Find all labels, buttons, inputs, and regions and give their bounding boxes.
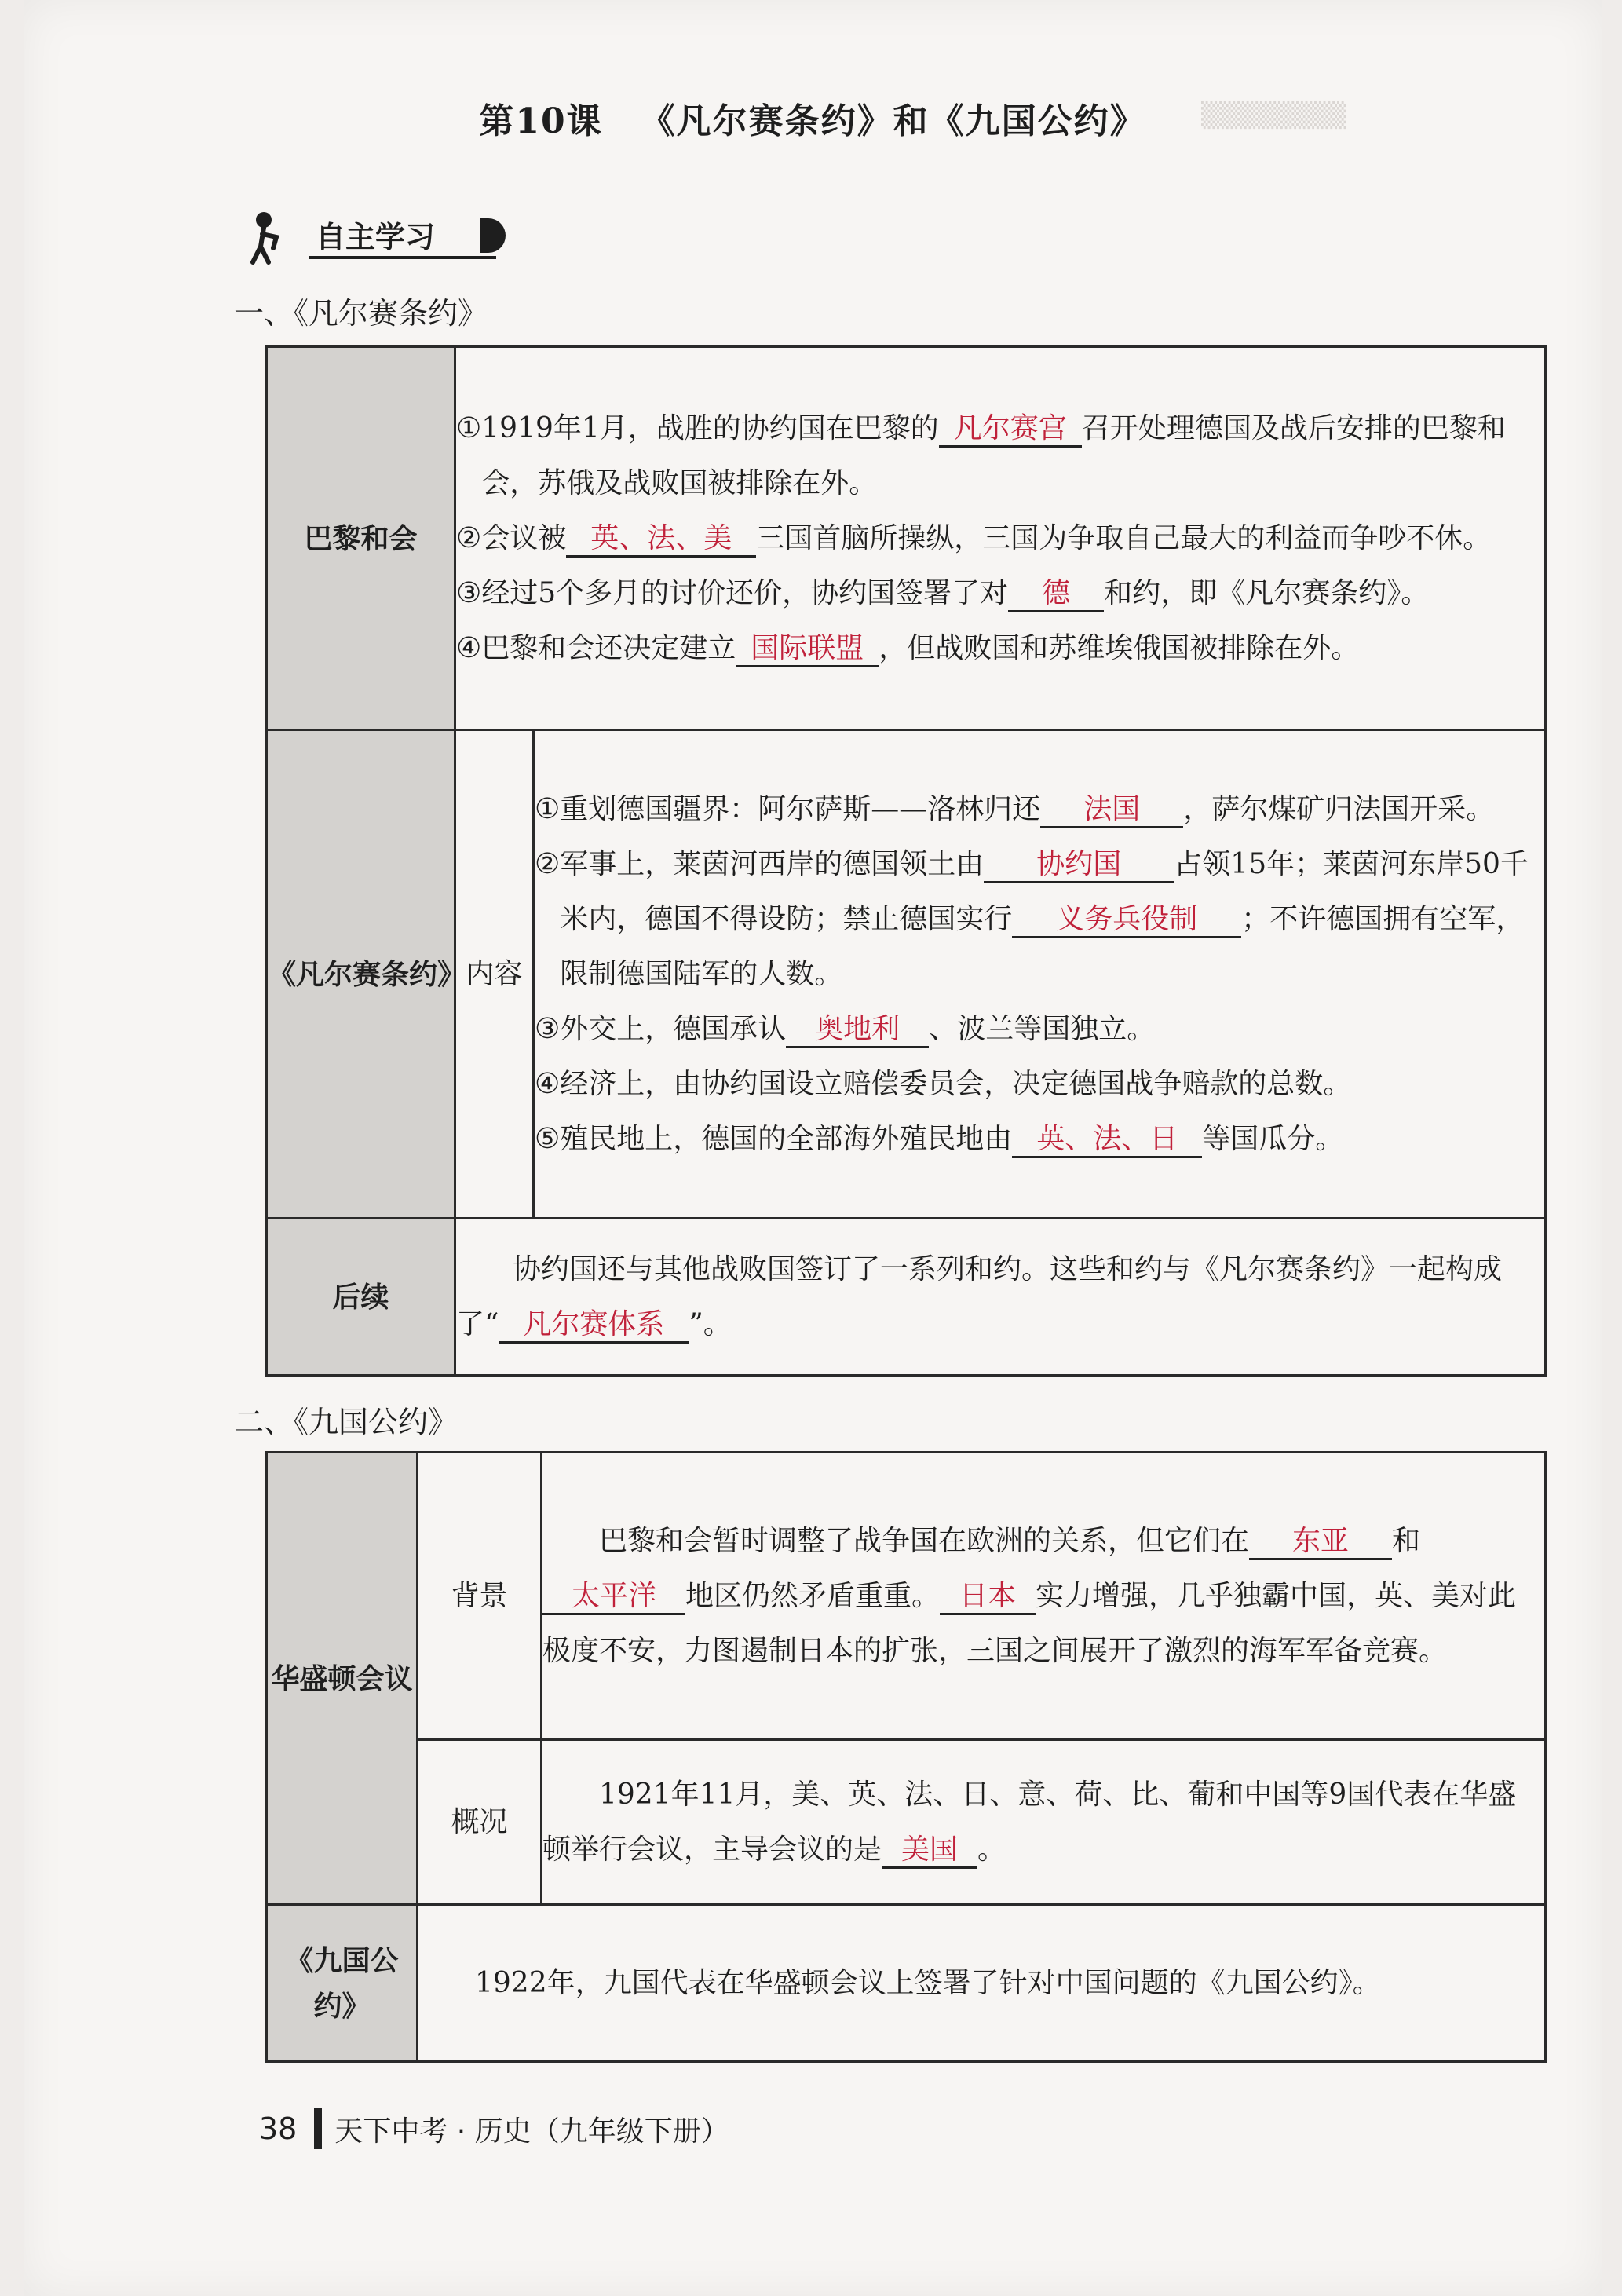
nine-power-content: 1922年，九国代表在华盛顿会议上签署了针对中国问题的《九国公约》。 [418, 1905, 1546, 2062]
paris-conference-content [455, 347, 1546, 730]
table-row [267, 1453, 1546, 1740]
page-title [24, 93, 1602, 143]
page-footer [259, 2108, 729, 2149]
answer-blank: 太平洋 [542, 1579, 685, 1615]
section-heading-nine-power: 二、《九国公约》 [234, 1405, 458, 1439]
list-item: ④ 巴黎和会还决定建立 国际联盟 ，但战败国和苏维埃俄国被排除在外。 [456, 621, 1544, 676]
overview-content: 1921年11月，美、英、法、日、意、荷、比、葡和中国等9国代表在华盛顿举行会议，主导会议的是 美国 。 [542, 1740, 1546, 1905]
treaty-content [534, 730, 1546, 1219]
row-label-aftermath: 后续 [267, 1219, 455, 1376]
bleed-through-text: ▒▒▒▒▒▒▒▒ [1201, 102, 1346, 130]
answer-blank: 法国 [1040, 792, 1183, 828]
answer-blank: 凡尔赛体系 [499, 1307, 689, 1344]
banner-end-icon [477, 215, 509, 256]
book-title: 天下中考 · 历史（九年级下册） [334, 2115, 729, 2148]
answer-blank: 德 [1008, 576, 1104, 612]
answer-blank: 英、法、日 [1012, 1122, 1202, 1158]
table-row [267, 730, 1546, 1219]
table-row [267, 1905, 1546, 2062]
list-item: ③ 经过5个多月的讨价还价，协约国签署了对 德 和约，即《凡尔赛条约》。 [456, 566, 1544, 621]
section-heading-versailles: 一、《凡尔赛条约》 [234, 296, 488, 331]
answer-blank: 国际联盟 [736, 631, 879, 667]
table-row [267, 347, 1546, 730]
self-study-banner [242, 210, 524, 265]
list-item: ① 1919年1月，战胜的协约国在巴黎的 凡尔赛宫 召开处理德国及战后安排的巴黎和会，苏俄及战败国被排除在外。 [456, 411, 1506, 499]
lesson-topic: 《凡尔赛条约》和《九国公约》 [640, 101, 1146, 141]
reading-figure-icon [242, 210, 289, 265]
list-item: ② 会议被 英、法、美 三国首脑所操纵，三国为争取自己最大的利益而争吵不休。 [456, 511, 1544, 566]
list-item: ① 重划德国疆界：阿尔萨斯——洛林归还 法国 ，萨尔煤矿归法国开采。 [535, 782, 1544, 837]
background-content: 巴黎和会暂时调整了战争国在欧洲的关系，但它们在 东亚 和太平洋 地区仍然矛盾重重。 日本 实力增强，几乎独霸中国，英、美对此极度不安，力图遏制日本的扩张，三国之间展开了激烈的海军军备竞赛。 [542, 1453, 1546, 1740]
row-label-paris-conference: 巴黎和会 [267, 347, 455, 730]
table-row [267, 1219, 1546, 1376]
list-item: ④ 经济上，由协约国设立赔偿委员会，决定德国战争赔款的总数。 [535, 1067, 1352, 1100]
answer-blank: 义务兵役制 [1012, 902, 1241, 938]
banner-label: 自主学习 [309, 218, 496, 259]
sub-label-background: 背景 [418, 1453, 542, 1740]
footer-divider [314, 2108, 322, 2149]
answer-blank: 凡尔赛宫 [939, 411, 1082, 448]
versailles-table [265, 345, 1547, 1377]
aftermath-content: 协约国还与其他战败国签订了一系列和约。这些和约与《凡尔赛条约》一起构成了“ 凡尔赛体系 ”。 [455, 1219, 1546, 1376]
sub-label-content: 内容 [455, 730, 534, 1219]
list-item: ② 军事上，莱茵河西岸的德国领土由 协约国 占领15年；莱茵河东岸50千米内，德国不得设防；禁止德国实行 义务兵役制 ；不许德国拥有空军，限制德国陆军的人数。 [535, 847, 1529, 990]
list-item: ③ 外交上，德国承认 奥地利 、波兰等国独立。 [535, 1002, 1544, 1057]
nine-power-table [265, 1451, 1547, 2063]
list-item: ⑤ 殖民地上，德国的全部海外殖民地由 英、法、日 等国瓜分。 [535, 1112, 1544, 1167]
answer-blank: 奥地利 [786, 1012, 929, 1048]
answer-blank: 协约国 [984, 847, 1174, 883]
page-number: 38 [259, 2111, 298, 2146]
row-label-washington-conference: 华盛顿会议 [267, 1453, 418, 1905]
row-label-versailles-treaty: 《凡尔赛条约》 [267, 730, 455, 1219]
answer-blank: 东亚 [1249, 1524, 1392, 1560]
answer-blank: 日本 [940, 1579, 1036, 1615]
answer-blank: 美国 [882, 1833, 977, 1869]
table-row [267, 1740, 1546, 1905]
page [24, 0, 1602, 2296]
sub-label-overview: 概况 [418, 1740, 542, 1905]
lesson-number: 第10课 [479, 101, 603, 141]
row-label-nine-power-treaty: 《九国公约》 [267, 1905, 418, 2062]
answer-blank: 英、法、美 [566, 521, 756, 558]
